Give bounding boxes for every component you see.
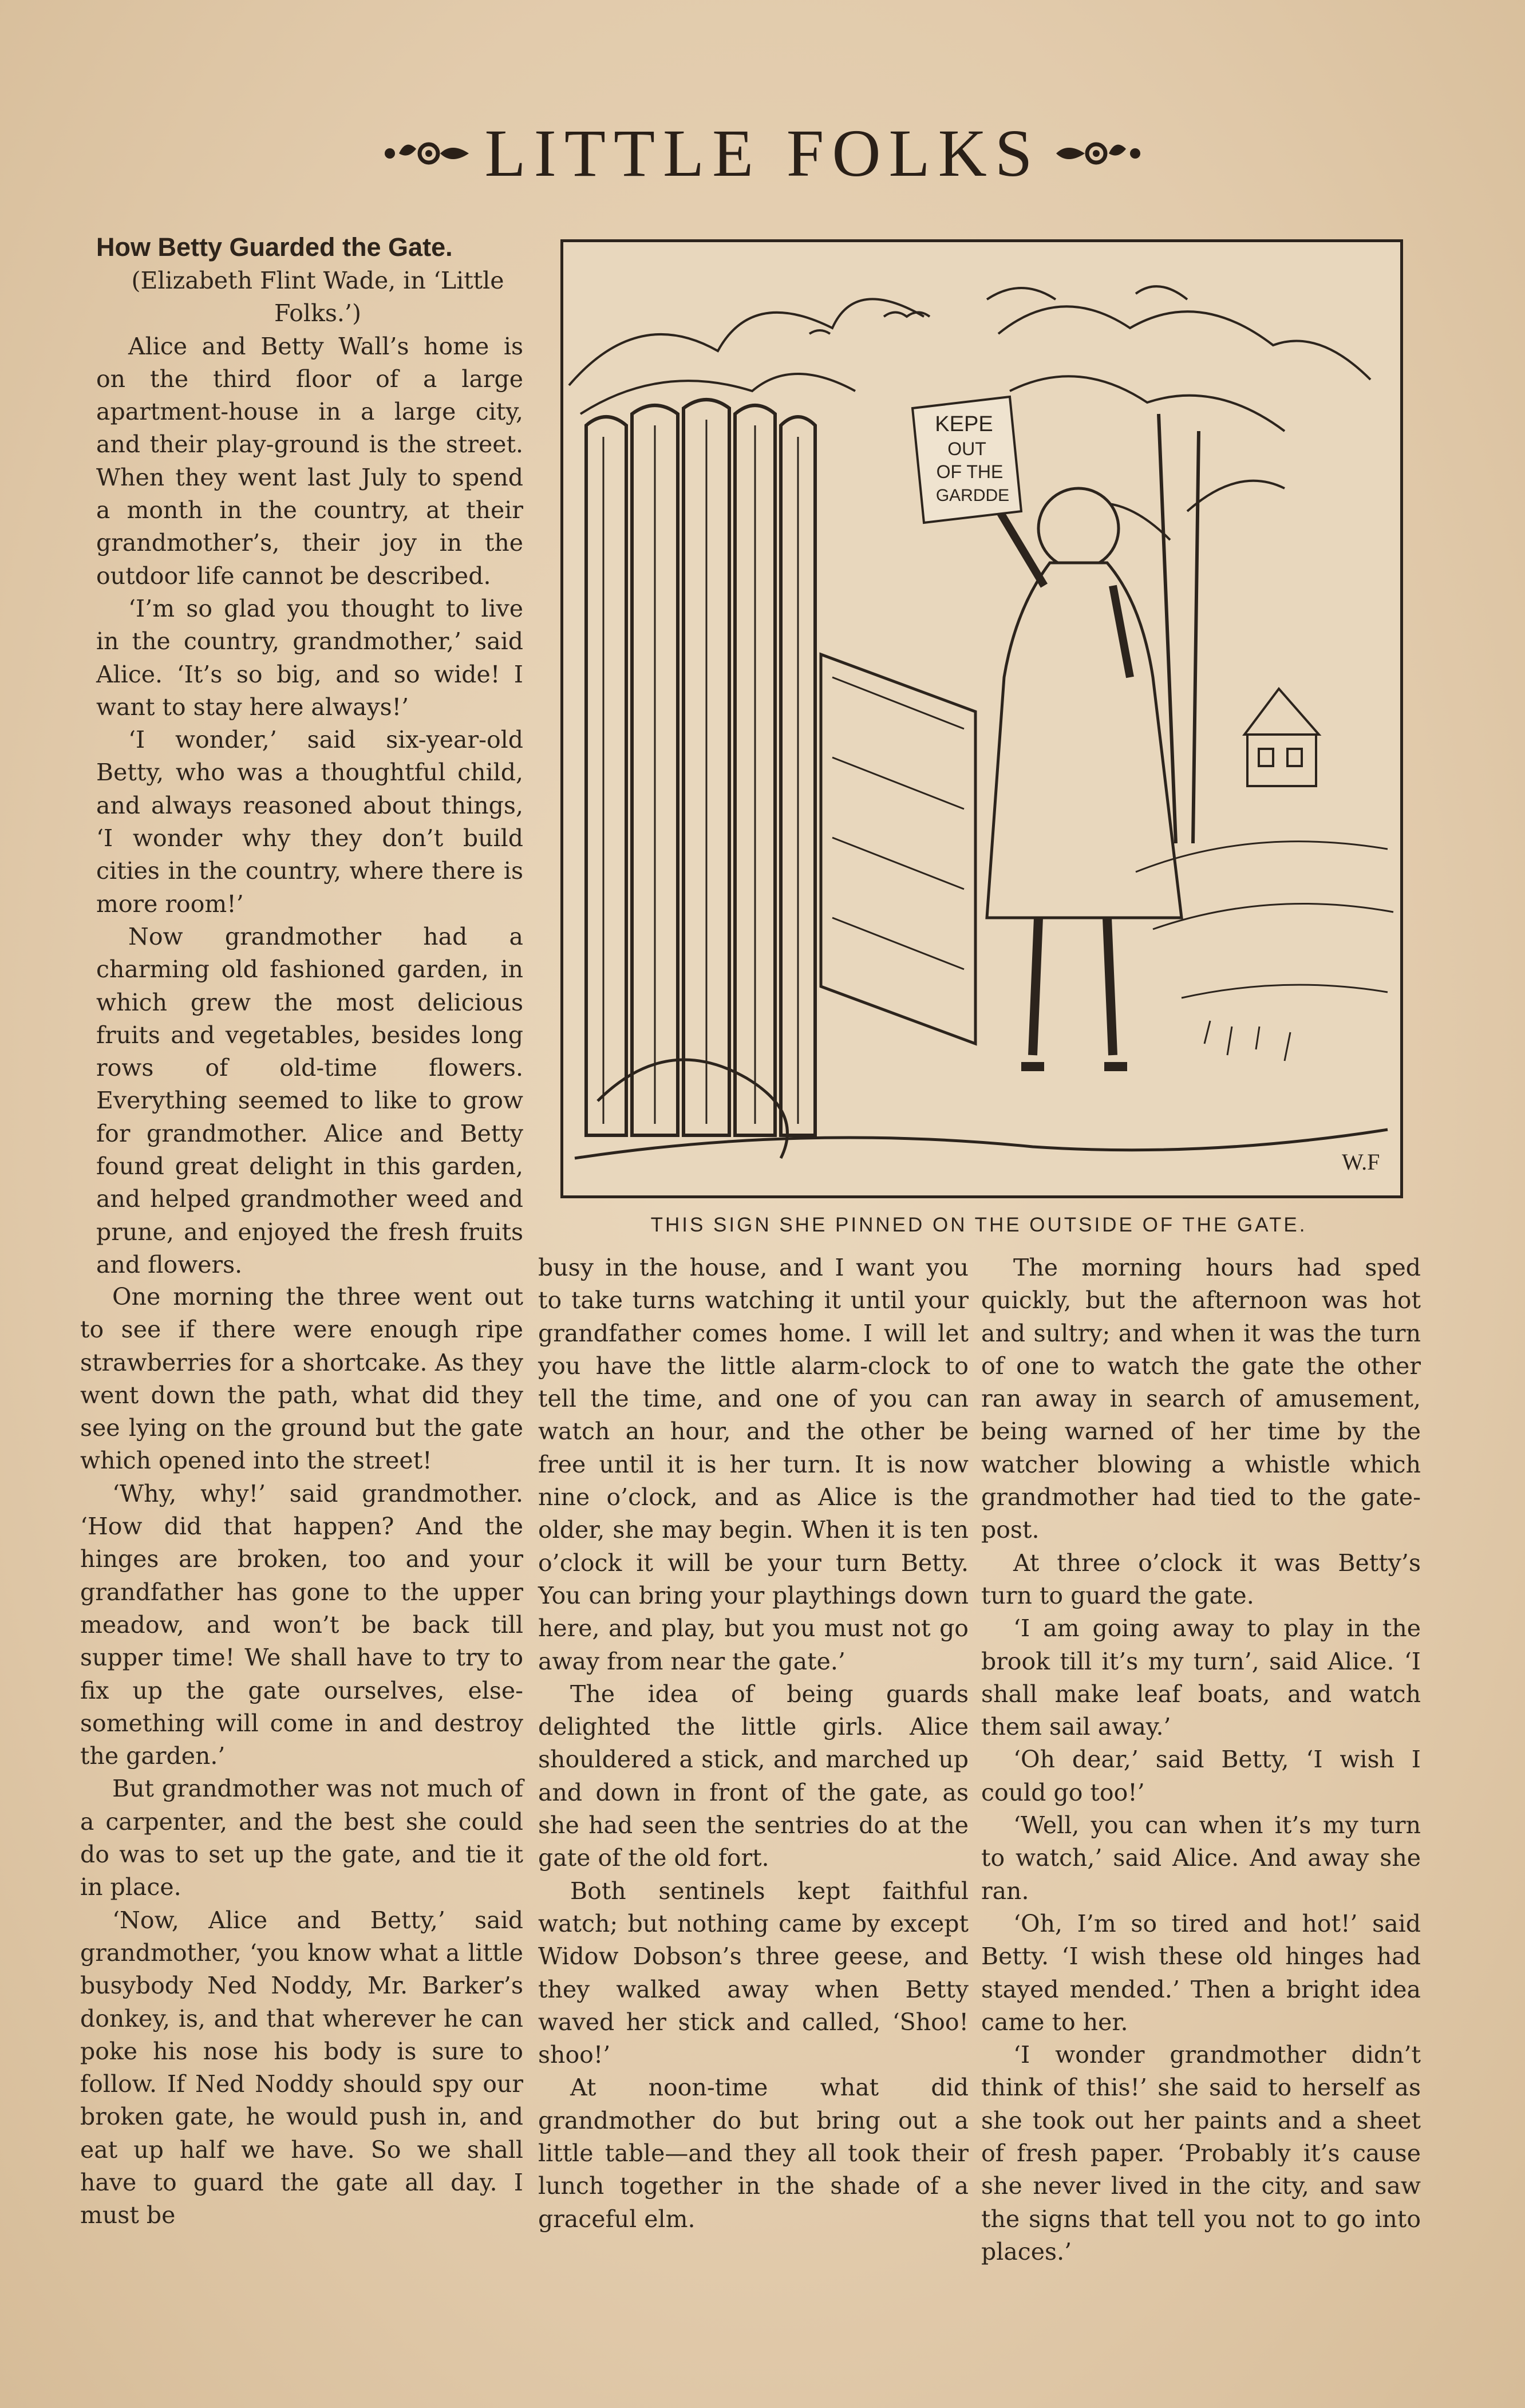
girl-figure (975, 471, 1182, 1067)
paragraph: The morning hours had sped quickly, but the afternoon was hot and sultry; and when it was the turn of one to watch the gate the other ran away in search of amusement, being warned of her time by the watcher blowing a whistle which grandmother had tied to the gate-post. (981, 1254, 1421, 1544)
left-ornament-icon (382, 133, 473, 173)
paragraph: ‘Now, Alice and Betty,’ said grandmother, ‘you know what a little busybody Ned Noddy, Mr. Barker’s donkey, is, and that wherever he can poke his nose his body is sure to follow. If Ned Noddy should spy our broken gate, he would push in, and eat up half we have. So we shall have to guard the gate all day. I must be (80, 1906, 523, 2229)
sign (912, 397, 1021, 523)
paragraph: At noon-time what did grandmother do but bring out a little table—and they all took their lunch together in the shade of a graceful elm. (538, 2074, 969, 2233)
paragraph: The idea of being guards delighted the little girls. Alice shouldered a stick, and marched up and down in front of the gate, as she had seen the sentries do at the gate of the old fort. (538, 1680, 969, 1872)
artist-signature: W.F (1342, 1149, 1380, 1175)
gate-illustration (563, 242, 1400, 1195)
masthead-title: LITTLE FOLKS (484, 116, 1041, 191)
paragraph: But grandmother was not much of a carpenter, and the best she could do was to set up the gate, and tie it in place. (80, 1775, 523, 1901)
paragraph: Now grandmother had a charming old fashioned garden, in which grew the most delicious fruits and vegetables, besides long rows of old-time flowers. Everything seemed to like to grow for grandmother. Alice and Betty found great delight in this garden, and helped grandmother weed and prune, and enjoyed the fresh fruits and flowers. (96, 922, 523, 1278)
illustration-caption: THIS SIGN SHE PINNED ON THE OUTSIDE OF THE GATE. (650, 1214, 1307, 1236)
paragraph: ‘Oh, I’m so tired and hot!’ said Betty. ‘I wish these old hinges had stayed mended.’ Then a bright idea came to her. (981, 1909, 1421, 2036)
column-3 (981, 1252, 1421, 2268)
paragraph: At three o’clock it was Betty’s turn to guard the gate. (981, 1549, 1421, 1609)
paragraph: ‘I’m so glad you thought to live in the country, grandmother,’ said Alice. ‘It’s so big, and so wide! I want to stay here always!’ (96, 594, 523, 721)
sign-line-1: KEPE (935, 412, 993, 436)
story-byline: (Elizabeth Flint Wade, in ‘Little Folks.’) (131, 267, 504, 327)
masthead (0, 108, 1525, 199)
right-ornament-icon (1052, 133, 1143, 173)
column-2 (538, 1252, 969, 2236)
paragraph: ‘I wonder grandmother didn’t think of this!’ she said to herself as she took out her paints and a sheet of fresh paper. ‘Probably it’s cause she never lived in the city, and saw the signs that tell you not to go into places.’ (981, 2041, 1421, 2265)
sign-line-4: GARDDE (935, 486, 1010, 505)
sign-line-3: OF THE (936, 461, 1004, 482)
paragraph: ‘Well, you can when it’s my turn to watch,’ said Alice. And away she ran. (981, 1811, 1421, 1905)
illustration (560, 239, 1403, 1198)
paragraph: ‘I wonder,’ said six-year-old Betty, who was a thoughtful child, and always reasoned about things, ‘I wonder why they don’t build cities in the country, where there is more room!’ (96, 726, 523, 918)
paragraph: Both sentinels kept faithful watch; but nothing came by except Widow Dobson’s three geese, and they walked away when Betty waved her stick and called, ‘Shoo! shoo!’ (538, 1877, 969, 2069)
column-1-lower (80, 1281, 523, 2232)
house (1245, 689, 1319, 786)
paragraph: busy in the house, and I want you to take turns watching it until your grandfather comes home. I will let you have the little alarm-clock to tell the time, and one of you can watch an hour, and the other be free until it is her turn. It is now nine o’clock, and as Alice is the older, she may begin. When it is ten o’clock it will be your turn Betty. You can bring your playthings down here, and play, but you must not go away from near the gate.’ (538, 1254, 969, 1675)
paragraph: ‘Oh dear,’ said Betty, ‘I wish I could go too!’ (981, 1746, 1421, 1806)
column-1-upper (96, 230, 523, 1281)
story-title: How Betty Guarded the Gate. (96, 232, 453, 262)
paragraph: ‘I am going away to play in the brook till it’s my turn’, said Alice. ‘I shall make leaf boats, and watch them sail away.’ (981, 1614, 1421, 1741)
sign-line-2: OUT (947, 439, 986, 459)
paragraph: ‘Why, why!’ said grandmother. ‘How did that happen? And the hinges are broken, too and your grandfather has gone to the upper meadow, and won’t be back till supper time! We shall have to try to fix up the gate ourselves, else-something will come in and destroy the garden.’ (80, 1479, 523, 1770)
paragraph: One morning the three went out to see if there were enough ripe strawberries for a shortcake. As they went down the path, what did they see lying on the ground but the gate which opened into the street! (80, 1283, 523, 1475)
paragraph: Alice and Betty Wall’s home is on the third floor of a large apartment-house in a large city, and their play-ground is the street. When they went last July to spend a month in the country, at their grandmother’s, their joy in the outdoor life cannot be described. (96, 332, 523, 590)
